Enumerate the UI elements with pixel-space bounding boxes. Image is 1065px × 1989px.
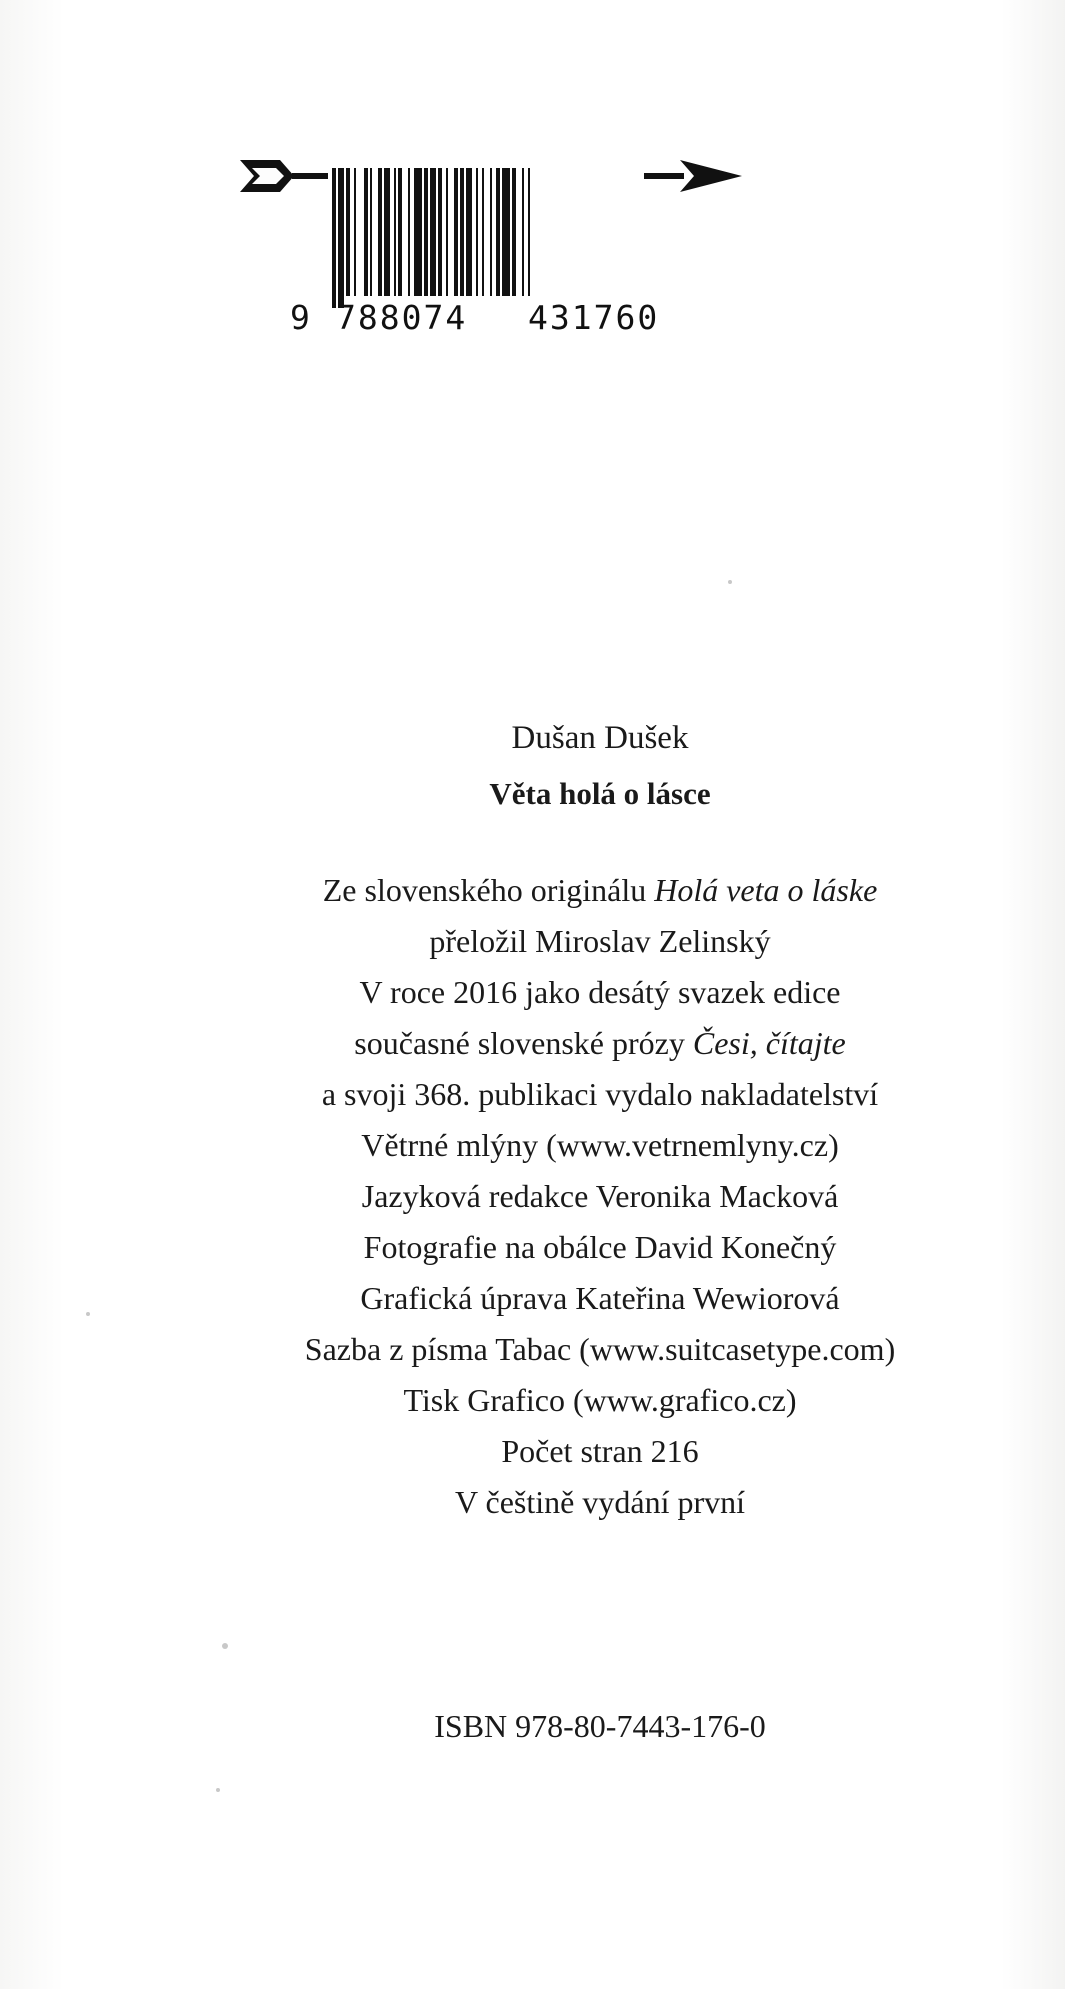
arrow-tail-icon xyxy=(240,160,328,192)
barcode-bar xyxy=(466,168,472,296)
barcode-bar xyxy=(496,168,500,296)
barcode-bar xyxy=(454,168,458,296)
paper-speck xyxy=(728,580,732,584)
barcode-bar xyxy=(370,168,372,296)
colophon-page-count: Počet stran 216 xyxy=(501,1433,699,1469)
barcode-digit-first: 9 xyxy=(290,298,312,337)
barcode-bar xyxy=(354,168,356,296)
colophon-editor: Jazyková redakce Veronika Macková xyxy=(361,1178,839,1214)
barcode-digits-left: 788074 xyxy=(336,298,468,337)
book-author: Dušan Dušek xyxy=(511,720,689,756)
colophon-edition-year: V roce 2016 jako desátý svazek edice xyxy=(359,974,841,1010)
colophon-original-line: Ze slovenského originálu Holá veta o láske xyxy=(322,872,878,908)
barcode-arrow-graphic xyxy=(232,148,752,308)
barcode-bar xyxy=(438,168,442,296)
barcode-bar xyxy=(528,168,530,296)
barcode-bar xyxy=(398,168,402,296)
colophon-cover-photo: Fotografie na obálce David Konečný xyxy=(363,1229,837,1265)
barcode-bar xyxy=(476,168,478,296)
barcode-bar xyxy=(408,168,410,296)
barcode-bar xyxy=(424,168,428,296)
colophon-series-line: současné slovenské prózy Česi, čítajte xyxy=(354,1025,846,1061)
colophon-graphic-design: Grafická úprava Kateřina Wewiorová xyxy=(360,1280,840,1316)
barcode-bars xyxy=(332,168,530,308)
colophon-details xyxy=(180,865,1020,1528)
barcode-bar xyxy=(490,168,492,296)
barcode-bar xyxy=(502,168,510,296)
barcode-bar xyxy=(364,168,368,296)
barcode-bar xyxy=(384,168,390,296)
barcode-digits-right: 431760 xyxy=(528,298,660,337)
colophon-publication-number: a svoji 368. publikaci vydalo nakladatelství xyxy=(321,1076,879,1112)
barcode-bar xyxy=(430,168,436,296)
barcode-bar xyxy=(446,168,448,296)
paper-speck xyxy=(216,1788,220,1792)
isbn-number: ISBN 978-80-7443-176-0 xyxy=(434,1708,766,1744)
barcode-bar xyxy=(414,168,422,296)
book-title: Věta holá o lásce xyxy=(489,776,711,811)
colophon-translator: přeložil Miroslav Zelinský xyxy=(429,923,771,959)
barcode-bar xyxy=(522,168,524,296)
barcode-bar xyxy=(512,168,516,296)
series-name: Česi, čítajte xyxy=(692,1025,846,1061)
barcode-bar xyxy=(482,168,484,296)
original-title: Holá veta o láske xyxy=(654,872,878,908)
colophon-typesetting: Sazba z písma Tabac (www.suitcasetype.com) xyxy=(304,1331,896,1367)
barcode-bar xyxy=(332,168,336,308)
barcode-bar xyxy=(460,168,464,296)
barcode-bar xyxy=(338,168,344,308)
barcode-bar xyxy=(394,168,396,296)
barcode-bar xyxy=(346,168,350,296)
colophon-publisher: Větrné mlýny (www.vetrnemlyny.cz) xyxy=(361,1127,839,1163)
colophon-edition: V češtině vydání první xyxy=(454,1484,745,1520)
barcode-digits xyxy=(232,298,752,338)
paper-speck xyxy=(222,1643,228,1649)
isbn-barcode xyxy=(232,148,752,348)
colophon-printer: Tisk Grafico (www.grafico.cz) xyxy=(403,1382,797,1418)
arrow-head-icon xyxy=(644,160,742,192)
paper-speck xyxy=(86,1312,90,1316)
barcode-bar xyxy=(378,168,382,296)
